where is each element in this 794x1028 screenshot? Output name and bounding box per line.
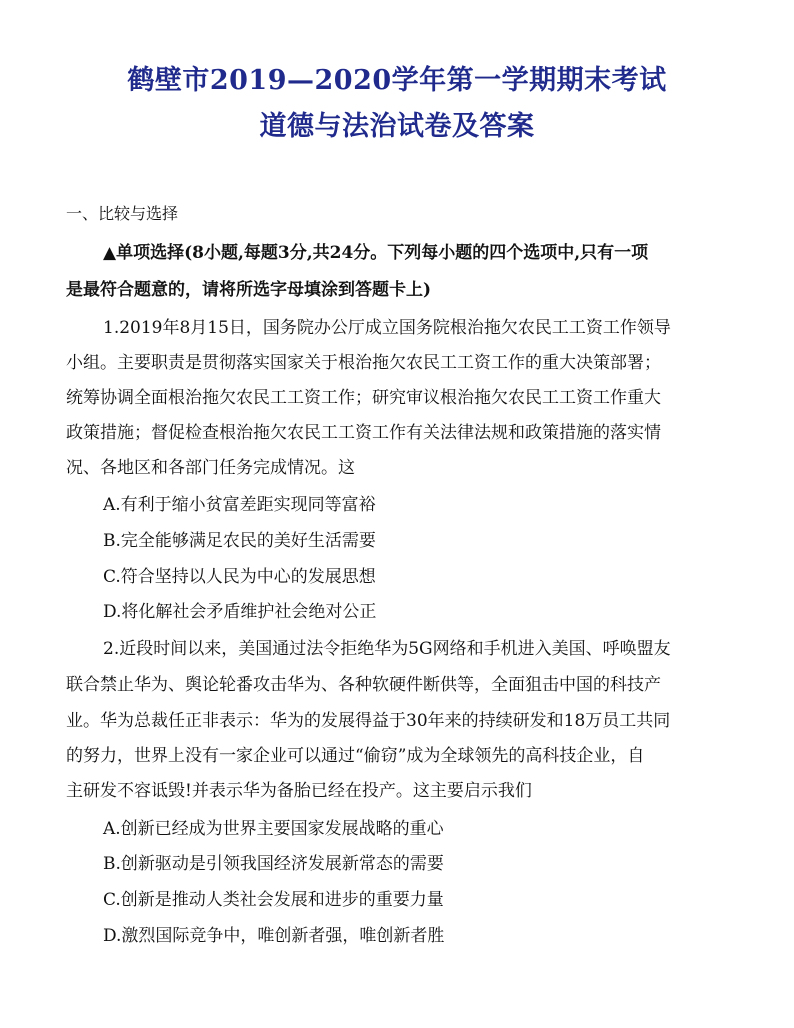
question-1-option-c: C.符合坚持以人民为中心的发展思想 — [103, 567, 376, 587]
question-2-option-b: B.创新驱动是引领我国经济发展新常态的需要 — [103, 854, 444, 874]
instruction-line-1: ▲单项选择(8小题,每题3分,共24分。下列每小题的四个选项中,只有一项 — [103, 243, 649, 263]
question-1-text-line: 政策措施；督促检查根治拖欠农民工工资工作有关法律法规和政策措施的落实情 — [66, 423, 661, 443]
question-1-text-line: 小组。主要职责是贯彻落实国家关于根治拖欠农民工工资工作的重大决策部署； — [66, 353, 661, 373]
question-1-option-a: A.有利于缩小贫富差距实现同等富裕 — [103, 495, 376, 515]
question-1-option-b: B.完全能够满足农民的美好生活需要 — [103, 531, 376, 551]
question-1-option-d: D.将化解社会矛盾维护社会绝对公正 — [103, 602, 377, 622]
question-2-text-line: 联合禁止华为、舆论轮番攻击华为、各种软硬件断供等，全面狙击中国的科技产 — [66, 675, 661, 695]
question-2-option-a: A.创新已经成为世界主要国家发展战略的重心 — [103, 819, 444, 839]
question-2-text-line: 2.近段时间以来，美国通过法令拒绝华为5G网络和手机进入美国、呼唤盟友 — [103, 639, 671, 659]
question-2-option-d: D.激烈国际竞争中，唯创新者强，唯创新者胜 — [103, 926, 445, 946]
question-2-text-line: 主研发不容诋毁!并表示华为备胎已经在投产。这主要启示我们 — [66, 781, 532, 801]
instruction-line-2: 是最符合题意的，请将所选字母填涂到答题卡上) — [66, 280, 432, 300]
question-1-text-line: 统筹协调全面根治拖欠农民工工资工作；研究审议根治拖欠农民工工资工作重大 — [66, 388, 661, 408]
document-title-line-2: 道德与法治试卷及答案 — [259, 111, 535, 142]
question-1-text-line: 况、各地区和各部门任务完成情况。这 — [66, 458, 355, 478]
question-2-text-line: 业。华为总裁任正非表示：华为的发展得益于30年来的持续研发和18万员工共同 — [66, 711, 671, 731]
question-1-text-line: 1.2019年8月15日，国务院办公厅成立国务院根治拖欠农民工工资工作领导 — [103, 318, 671, 338]
question-2-option-c: C.创新是推动人类社会发展和进步的重要力量 — [103, 890, 444, 910]
section-heading: 一、比较与选择 — [66, 204, 179, 223]
document-title-line-1: 鹤壁市2019—2020学年第一学期期末考试 — [127, 65, 667, 96]
question-2-text-line: 的努力，世界上没有一家企业可以通过“偷窃”成为全球领先的高科技企业，自 — [66, 746, 645, 766]
